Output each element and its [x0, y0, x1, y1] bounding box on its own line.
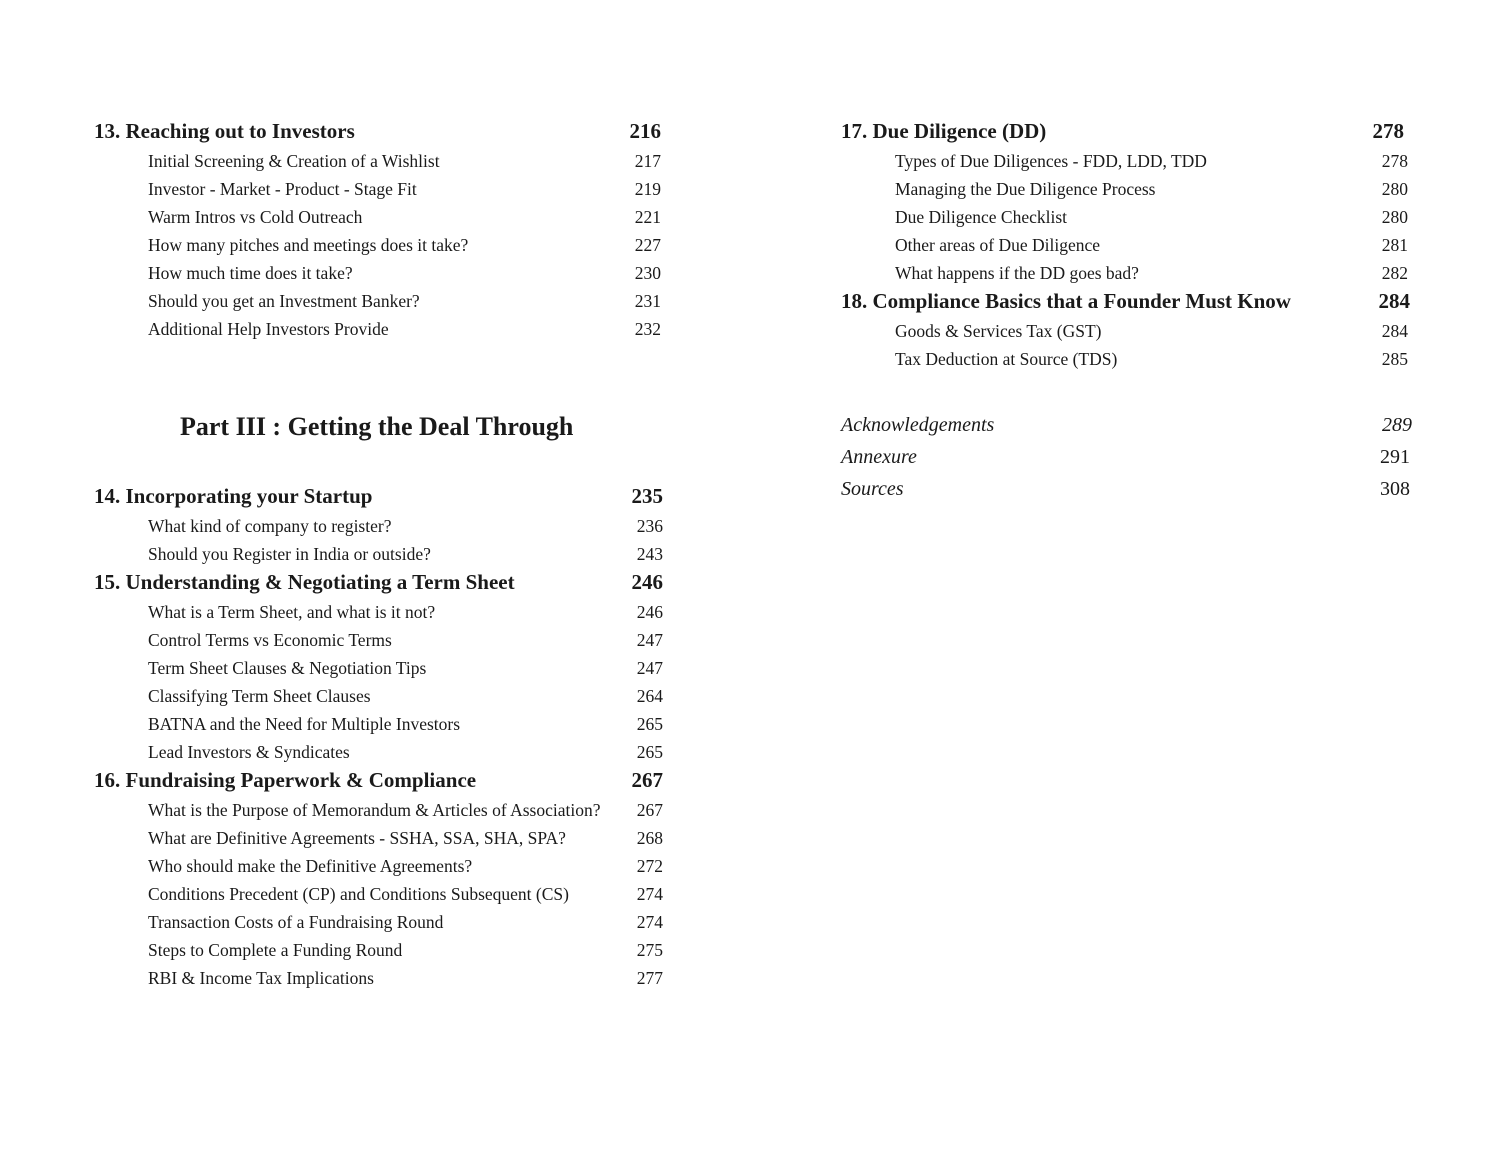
- chapter-page: 267: [631, 768, 663, 792]
- entry-page: 265: [636, 742, 663, 762]
- entry-title: Steps to Complete a Funding Round: [148, 940, 403, 960]
- entry-page: 236: [636, 516, 663, 536]
- entry-title: Goods & Services Tax (GST): [895, 321, 1102, 341]
- entry-title: What are Definitive Agreements - SSHA, SSA, SHA, SPA?: [148, 828, 566, 848]
- entry-page: 275: [636, 940, 663, 960]
- entry-title: How many pitches and meetings does it take?: [148, 235, 469, 255]
- toc-entry: [841, 410, 1410, 442]
- entry-page: 281: [1381, 235, 1408, 255]
- entry-page: 246: [636, 602, 663, 622]
- toc-entry: [94, 710, 663, 738]
- chapter-page: 278: [1372, 119, 1404, 143]
- toc-entry: [841, 231, 1408, 259]
- entry-title: Annexure: [841, 446, 917, 468]
- entry-page: 217: [634, 151, 661, 171]
- toc-entry: [841, 317, 1408, 345]
- entry-page: 277: [636, 968, 663, 988]
- entry-title: Warm Intros vs Cold Outreach: [148, 207, 363, 227]
- entry-title: Who should make the Definitive Agreements?: [148, 856, 473, 876]
- chapter-page: 235: [631, 484, 663, 508]
- chapter-title: 13. Reaching out to Investors: [94, 119, 355, 143]
- toc-entry: [94, 796, 663, 824]
- entry-page: 280: [1381, 207, 1408, 227]
- toc-entry: [94, 964, 663, 992]
- toc-entry: [94, 852, 663, 880]
- chapter-heading: [94, 766, 663, 796]
- chapter-title: 15. Understanding & Negotiating a Term Sheet: [94, 570, 515, 594]
- entry-page: 247: [636, 658, 663, 678]
- entry-page: 227: [634, 235, 661, 255]
- entry-page: 274: [636, 884, 663, 904]
- toc-entry: [94, 654, 663, 682]
- entry-title: Sources: [841, 478, 904, 500]
- entry-title: What kind of company to register?: [148, 516, 392, 536]
- entry-page: 280: [1381, 179, 1408, 199]
- toc-chapter-13: [94, 117, 661, 343]
- entry-title: What is the Purpose of Memorandum & Articles of Association?: [148, 800, 601, 820]
- toc-entry: [94, 598, 663, 626]
- entry-page: 289: [1382, 414, 1412, 436]
- entry-title: Control Terms vs Economic Terms: [148, 630, 392, 650]
- entry-page: 267: [636, 800, 663, 820]
- entry-page: 265: [636, 714, 663, 734]
- toc-entry: [94, 259, 661, 287]
- entry-title: Lead Investors & Syndicates: [148, 742, 350, 762]
- toc-entry: [841, 345, 1408, 373]
- toc-entry: [841, 259, 1408, 287]
- toc-entry: [94, 824, 663, 852]
- entry-page: 247: [636, 630, 663, 650]
- toc-entry: [841, 442, 1410, 474]
- toc-entry: [841, 147, 1408, 175]
- toc-entry: [94, 738, 663, 766]
- chapter-page: 216: [629, 119, 661, 143]
- entry-title: Should you Register in India or outside?: [148, 544, 431, 564]
- entry-page: 284: [1381, 321, 1408, 341]
- chapter-title: 14. Incorporating your Startup: [94, 484, 373, 508]
- entry-title: RBI & Income Tax Implications: [148, 968, 374, 988]
- entry-page: 285: [1381, 349, 1408, 369]
- entry-page: 221: [634, 207, 661, 227]
- toc-entry: [841, 203, 1408, 231]
- entry-page: 308: [1380, 478, 1410, 500]
- entry-title: What is a Term Sheet, and what is it not?: [148, 602, 436, 622]
- entry-title: Additional Help Investors Provide: [148, 319, 389, 339]
- entry-title: Tax Deduction at Source (TDS): [895, 349, 1118, 369]
- entry-title: Should you get an Investment Banker?: [148, 291, 420, 311]
- toc-backmatter: [841, 410, 1410, 506]
- chapter-heading: [94, 117, 661, 147]
- chapter-title: 18. Compliance Basics that a Founder Must Know: [841, 289, 1291, 313]
- toc-entry: [841, 175, 1408, 203]
- toc-entry: [94, 540, 663, 568]
- entry-page: 268: [636, 828, 663, 848]
- chapter-heading: [841, 287, 1408, 317]
- entry-page: 232: [634, 319, 661, 339]
- entry-title: Acknowledgements: [841, 414, 995, 436]
- toc-entry: [94, 203, 661, 231]
- toc-entry: [94, 880, 663, 908]
- toc-entry: [94, 231, 661, 259]
- toc-entry: [94, 908, 663, 936]
- entry-page: 230: [634, 263, 661, 283]
- entry-page: 219: [634, 179, 661, 199]
- entry-title: Types of Due Diligences - FDD, LDD, TDD: [895, 151, 1207, 171]
- entry-title: Term Sheet Clauses & Negotiation Tips: [148, 658, 427, 678]
- entry-title: How much time does it take?: [148, 263, 353, 283]
- toc-entry: [94, 682, 663, 710]
- chapter-heading: [94, 482, 663, 512]
- entry-page: 231: [634, 291, 661, 311]
- entry-page: 278: [1381, 151, 1408, 171]
- entry-page: 243: [636, 544, 663, 564]
- entry-page: 291: [1380, 446, 1410, 468]
- entry-title: What happens if the DD goes bad?: [895, 263, 1139, 283]
- entry-title: BATNA and the Need for Multiple Investors: [148, 714, 461, 734]
- toc-chapter-14-16: [94, 482, 663, 992]
- toc-entry: [841, 474, 1410, 506]
- chapter-heading: [94, 568, 663, 598]
- entry-page: 264: [636, 686, 663, 706]
- entry-title: Other areas of Due Diligence: [895, 235, 1101, 255]
- part-title: Part III : Getting the Deal Through: [180, 412, 574, 441]
- entry-page: 272: [636, 856, 663, 876]
- entry-title: Due Diligence Checklist: [895, 207, 1068, 227]
- toc-entry: [94, 287, 661, 315]
- toc-entry: [94, 175, 661, 203]
- toc-entry: [94, 315, 661, 343]
- chapter-heading: [841, 117, 1408, 147]
- toc-entry: [94, 936, 663, 964]
- toc-chapter-17-18: [841, 117, 1408, 373]
- entry-page: 282: [1381, 263, 1408, 283]
- entry-title: Conditions Precedent (CP) and Conditions Subsequent (CS): [148, 884, 569, 904]
- chapter-page: 246: [631, 570, 663, 594]
- entry-title: Initial Screening & Creation of a Wishlist: [148, 151, 440, 171]
- toc-entry: [94, 626, 663, 654]
- entry-title: Managing the Due Diligence Process: [895, 179, 1156, 199]
- entry-page: 274: [636, 912, 663, 932]
- entry-title: Classifying Term Sheet Clauses: [148, 686, 371, 706]
- chapter-title: 16. Fundraising Paperwork & Compliance: [94, 768, 477, 792]
- chapter-page: 284: [1378, 289, 1410, 313]
- chapter-title: 17. Due Diligence (DD): [841, 119, 1047, 143]
- entry-title: Investor - Market - Product - Stage Fit: [148, 179, 417, 199]
- toc-entry: [94, 512, 663, 540]
- toc-entry: [94, 147, 661, 175]
- entry-title: Transaction Costs of a Fundraising Round: [148, 912, 444, 932]
